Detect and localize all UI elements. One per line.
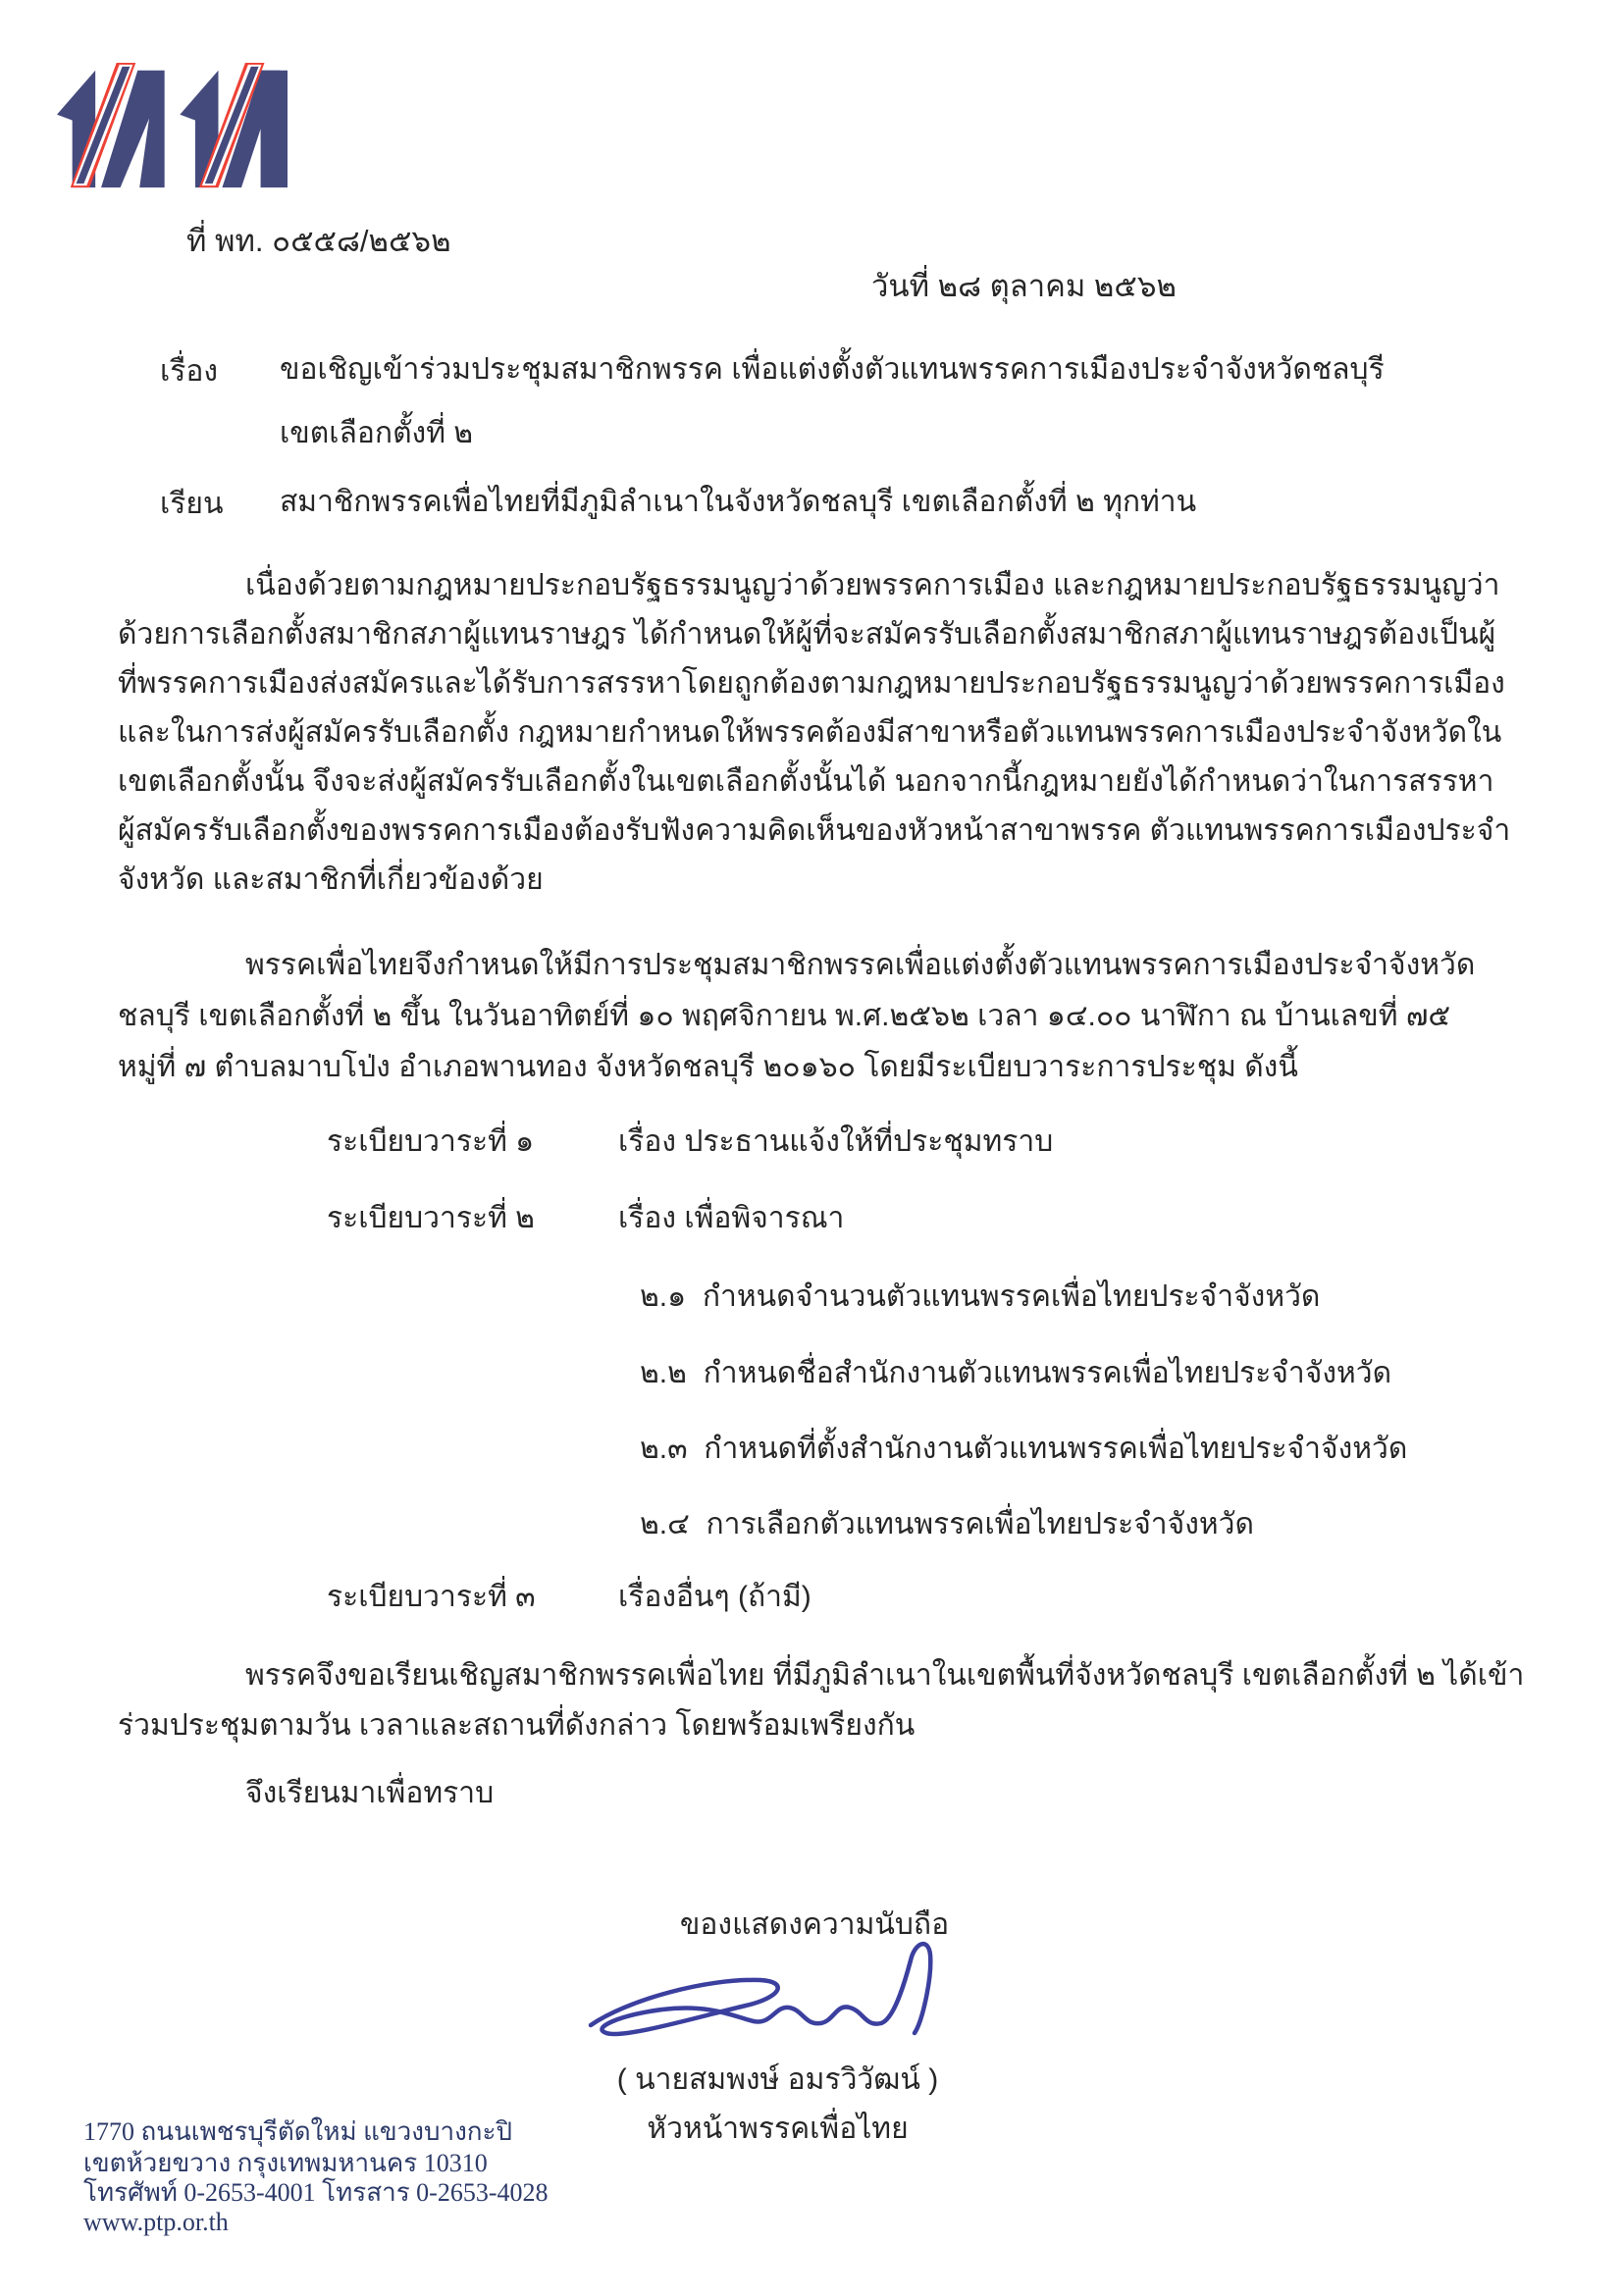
agenda-title: เรื่องอื่นๆ (ถ้ามี) (618, 1581, 812, 1613)
letter-date: วันที่ ๒๘ ตุลาคม ๒๕๖๒ (871, 269, 1177, 303)
paragraph-line: พรรคเพื่อไทยจึงกำหนดให้มีการประชุมสมาชิกพรรคเพื่อแต่งตั้งตัวแทนพรรคการเมืองประจำจังหวัด (245, 949, 1476, 981)
subject-text-line-2: เขตเลือกตั้งที่ ๒ (280, 417, 474, 449)
paragraph-line: เนื่องด้วยตามกฎหมายประกอบรัฐธรรมนูญว่าด้วยพรรคการเมือง และกฎหมายประกอบรัฐธรรมนูญว่า (245, 569, 1500, 601)
agenda-subitem-text: กำหนดชื่อสำนักงานตัวแทนพรรคเพื่อไทยประจำจังหวัด (703, 1357, 1392, 1389)
paragraph-line: จังหวัด และสมาชิกที่เกี่ยวข้องด้วย (118, 863, 544, 896)
agenda-subitem (640, 1352, 1391, 1395)
agenda-label: ระเบียบวาระที่ ๒ (327, 1202, 535, 1234)
signature-image (579, 1931, 971, 2063)
footer-address-line-1: 1770 ถนนเพชรบุรีตัดใหม่ แขวงบางกะปิ (83, 2117, 512, 2146)
agenda-subitem-text: กำหนดจำนวนตัวแทนพรรคเพื่อไทยประจำจังหวัด (702, 1280, 1321, 1313)
agenda-subitem (640, 1503, 1254, 1546)
agenda-subitem-num: ๒.๒ (640, 1357, 687, 1389)
pheu-thai-party-logo-icon (57, 61, 288, 190)
paragraph-line: ผู้สมัครรับเลือกตั้งของพรรคการเมืองต้องรับฟังความคิดเห็นของหัวหน้าสาขาพรรค ตัวแทนพรรคการเมืองประจำ (118, 814, 1511, 847)
paragraph-line: ร่วมประชุมตามวัน เวลาและสถานที่ดังกล่าว โดยพร้อมเพรียงกัน (118, 1709, 916, 1742)
recipient-text: สมาชิกพรรคเพื่อไทยที่มีภูมิลำเนาในจังหวัดชลบุรี เขตเลือกตั้งที่ ๒ ทุกท่าน (280, 486, 1197, 518)
agenda-label: ระเบียบวาระที่ ๓ (327, 1581, 536, 1613)
subject-text-line-1: ขอเชิญเข้าร่วมประชุมสมาชิกพรรค เพื่อแต่งตั้งตัวแทนพรรคการเมืองประจำจังหวัดชลบุรี (280, 353, 1385, 386)
closing-note: จึงเรียนมาเพื่อทราบ (245, 1777, 495, 1809)
paragraph-line: เขตเลือกตั้งนั้น จึงจะส่งผู้สมัครรับเลือกตั้งในเขตเลือกตั้งนั้นได้ นอกจากนี้กฎหมายยังได้กำหนดว่าในการสรรหา (118, 765, 1494, 798)
signer-title: หัวหน้าพรรคเพื่อไทย (647, 2113, 909, 2145)
subject-label: เรื่อง (160, 355, 219, 388)
agenda-title: เรื่อง ประธานแจ้งให้ที่ประชุมทราบ (618, 1125, 1054, 1158)
paragraph-line: ด้วยการเลือกตั้งสมาชิกสภาผู้แทนราษฎร ได้กำหนดให้ผู้ที่จะสมัครรับเลือกตั้งสมาชิกสภาผู้แทนราษฎรต้องเป็นผู้ (118, 618, 1496, 651)
recipient-label: เรียน (160, 488, 224, 520)
footer-address-line-2: เขตห้วยขวาง กรุงเทพมหานคร 10310 (83, 2149, 488, 2177)
doc-number: ที่ พท. ๐๕๕๘/๒๕๖๒ (186, 224, 451, 258)
paragraph-line: หมู่ที่ ๗ ตำบลมาบโป่ง อำเภอพานทอง จังหวัดชลบุรี ๒๐๑๖๐ โดยมีระเบียบวาระการประชุม ดังนี้ (118, 1051, 1298, 1083)
agenda-subitem-text: การเลือกตัวแทนพรรคเพื่อไทยประจำจังหวัด (706, 1508, 1254, 1540)
agenda-label: ระเบียบวาระที่ ๑ (327, 1125, 535, 1158)
agenda-subitem-num: ๒.๑ (640, 1280, 687, 1313)
agenda-subitem-text: กำหนดที่ตั้งสำนักงานตัวแทนพรรคเพื่อไทยประจำจังหวัด (704, 1433, 1408, 1465)
agenda-subitem (640, 1428, 1407, 1471)
agenda-title: เรื่อง เพื่อพิจารณา (618, 1202, 845, 1234)
footer-phone-line: โทรศัพท์ 0-2653-4001 โทรสาร 0-2653-4028 (83, 2178, 549, 2207)
paragraph-line: ที่พรรคการเมืองส่งสมัครและได้รับการสรรหาโดยถูกต้องตามกฎหมายประกอบรัฐธรรมนูญว่าด้วยพรรคการเมือง (118, 667, 1505, 700)
paragraph-line: และในการส่งผู้สมัครรับเลือกตั้ง กฎหมายกำหนดให้พรรคต้องมีสาขาหรือตัวแทนพรรคการเมืองประจำจังหวัดใน (118, 716, 1502, 749)
signer-name: ( นายสมพงษ์ อมรวิวัฒน์ ) (616, 2063, 939, 2096)
paragraph-line: ชลบุรี เขตเลือกตั้งที่ ๒ ขึ้น ในวันอาทิตย์ที่ ๑๐ พฤศจิกายน พ.ศ.๒๕๖๒ เวลา ๑๔.๐๐ นาฬิกา ณ บ้านเลขที่ ๗๕ (118, 1000, 1451, 1032)
agenda-subitem (640, 1276, 1320, 1319)
footer-website: www.ptp.or.th (83, 2208, 229, 2236)
agenda-subitem-num: ๒.๓ (640, 1433, 688, 1465)
paragraph-line: พรรคจึงขอเรียนเชิญสมาชิกพรรคเพื่อไทย ที่มีภูมิลำเนาในเขตพื้นที่จังหวัดชลบุรี เขตเลือกตั้งที่ ๒ ได้เข้า (245, 1659, 1525, 1692)
complimentary-close: ของแสดงความนับถือ (679, 1908, 950, 1941)
agenda-subitem-num: ๒.๔ (640, 1508, 690, 1540)
